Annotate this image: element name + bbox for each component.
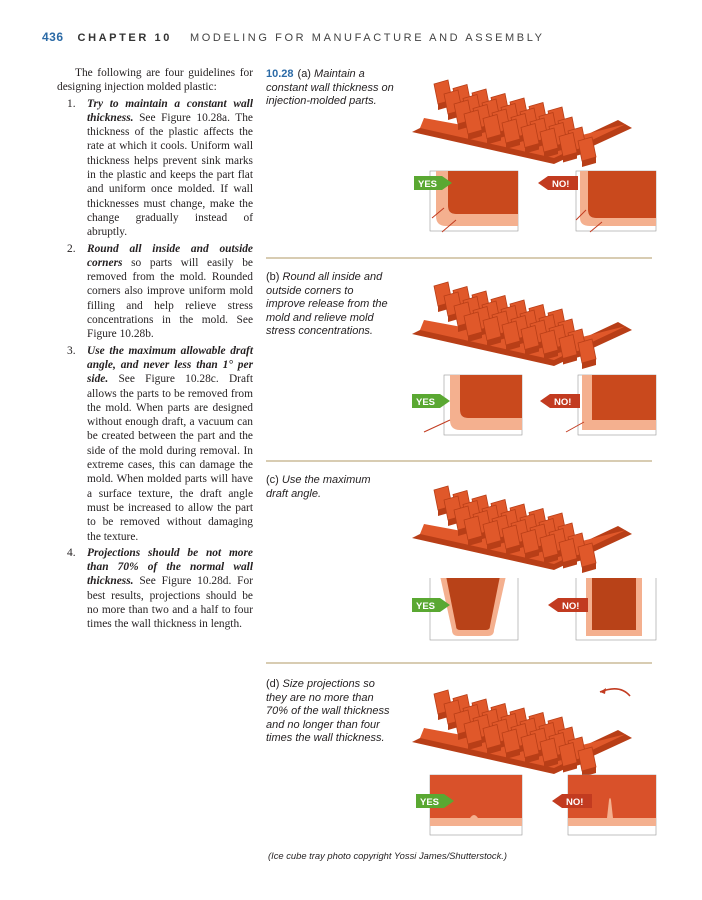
no-badge — [552, 792, 592, 815]
svg-text:NO!: NO! — [552, 179, 570, 190]
guideline-title: Round all inside and outside corners — [87, 242, 253, 269]
yes-badge — [412, 596, 452, 619]
guideline-title: Try to maintain a constant wall thickness. — [87, 97, 253, 124]
guideline-title: Use the maximum allowable draft angle, and never less than 1° per side. — [87, 344, 253, 386]
guideline-body: See Figure 10.28c. Draft allows the parts to be removed from the mold. When parts are designed without enough draft, a vacuum can be created between the part and the side of the mold during removal. In extreme cases, this can damage the mold. When molded parts will have a surface texture, the draft angle must be increased to allow the part to be removed without damaging the texture. — [87, 373, 253, 543]
divider — [266, 662, 652, 664]
ice-tray-photo-a — [404, 70, 636, 168]
svg-text:NO!: NO! — [554, 397, 572, 408]
svg-text:NO!: NO! — [566, 797, 584, 808]
ice-tray-photo-c — [404, 476, 636, 574]
caption-c: (c) Use the maximum draft angle. — [266, 474, 371, 500]
ice-tray-photo-b — [404, 272, 636, 370]
chapter-title: MODELING FOR MANUFACTURE AND ASSEMBLY — [190, 32, 545, 44]
no-badge — [540, 392, 580, 415]
caption-d: (d) Size projections so they are no more than 70% of the wall thickness and no longer than four times the wall thickness. — [266, 678, 390, 744]
running-header — [42, 30, 545, 44]
yes-badge — [414, 174, 454, 197]
figure-number: 10.28 — [266, 68, 294, 80]
figure-column — [266, 66, 666, 876]
divider — [266, 460, 652, 462]
page-number: 436 — [42, 30, 64, 44]
yes-badge — [416, 792, 456, 815]
no-badge — [548, 596, 588, 619]
yes-badge — [412, 392, 452, 415]
body-text-column — [57, 66, 253, 632]
svg-text:YES: YES — [420, 797, 440, 808]
chapter-label: CHAPTER 10 — [77, 32, 172, 44]
ice-tray-photo-d — [404, 680, 636, 778]
guideline-2 — [67, 242, 253, 342]
guideline-number: 3. — [67, 344, 76, 357]
guideline-body: See Figure 10.28d. For best results, projections should be no more than two and a half to four times the wall thickness in length. — [87, 575, 253, 631]
guideline-body: See Figure 10.28a. The thickness of the plastic affects the rate at which it cools. Uniform wall thickness helps prevent sink marks in the plastic and keeps the part flat and uniform once molded. If wall thicknesses must change, make the change gradually instead of abruptly. — [87, 111, 253, 239]
guideline-number: 4. — [67, 546, 76, 559]
guideline-3 — [67, 344, 253, 544]
guideline-number: 2. — [67, 242, 76, 255]
divider — [266, 257, 652, 259]
guideline-1 — [67, 97, 253, 240]
caption-a: 10.28 (a) Maintain a constant wall thickness on injection-molded parts. — [266, 68, 394, 107]
photo-credit: (Ice cube tray photo copyright Yossi James/Shutterstock.) — [268, 850, 508, 861]
caption-b: (b) Round all inside and outside corners to improve release from the mold and relieve mold stress concentrations. — [266, 271, 388, 337]
svg-text:NO!: NO! — [562, 601, 580, 612]
svg-text:YES: YES — [418, 179, 438, 190]
guideline-number: 1. — [67, 97, 76, 110]
svg-text:YES: YES — [416, 397, 436, 408]
guideline-body: so parts will easily be removed from the mold. Rounded corners also improve uniform mold filling and help relieve stress concentrations in the mold. See Figure 10.28b. — [87, 256, 253, 341]
guideline-title: Projections should be not more than 70% of the normal wall thickness. — [87, 546, 253, 588]
intro-paragraph: The following are four guidelines for designing injection molded plastic: — [57, 67, 253, 94]
svg-text:YES: YES — [416, 601, 436, 612]
guideline-4 — [67, 546, 253, 632]
no-badge — [538, 174, 578, 197]
